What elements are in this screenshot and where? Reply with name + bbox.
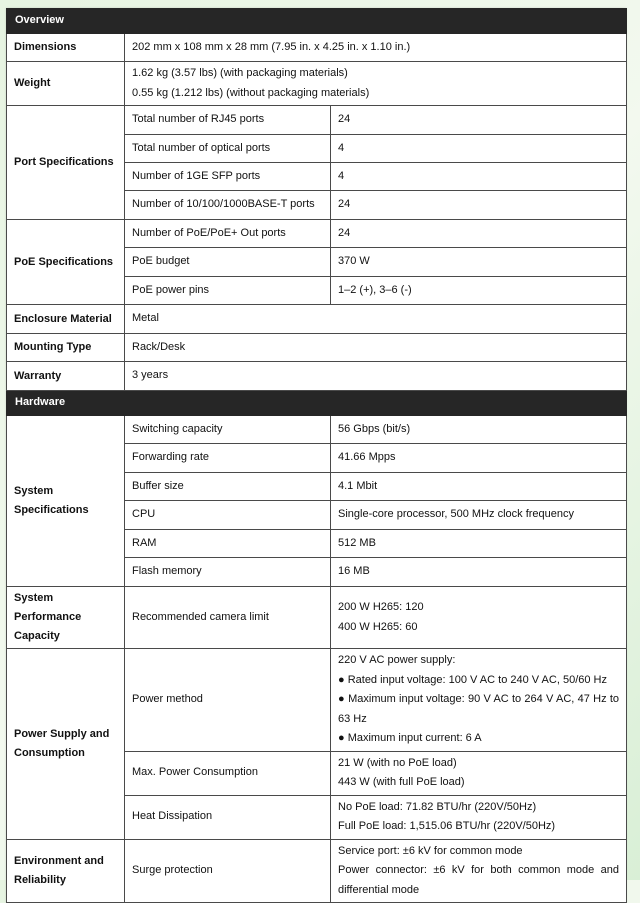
spec-subname: Heat Dissipation [125, 795, 331, 839]
spec-row-camera-limit [7, 587, 627, 649]
spec-subname: Total number of optical ports [125, 135, 331, 163]
spec-subname: Forwarding rate [125, 444, 331, 473]
spec-subname: CPU [125, 501, 331, 530]
spec-value: 4 [331, 163, 627, 191]
spec-value: 202 mm x 108 mm x 28 mm (7.95 in. x 4.25 in. x 1.10 in.) [125, 34, 627, 62]
spec-row-poe-ports [7, 220, 627, 248]
spec-value: 21 W (with no PoE load) 443 W (with full PoE load) [331, 751, 627, 795]
spec-label: Mounting Type [7, 334, 125, 362]
spec-subname: Number of 10/100/1000BASE-T ports [125, 191, 331, 220]
spec-row-power-method [7, 649, 627, 752]
spec-subname: Surge protection [125, 839, 331, 903]
spec-label: System Performance Capacity [7, 587, 125, 649]
spec-value: No PoE load: 71.82 BTU/hr (220V/50Hz) Full PoE load: 1,515.06 BTU/hr (220V/50Hz) [331, 795, 627, 839]
spec-sheet [6, 8, 626, 903]
spec-subname: Total number of RJ45 ports [125, 106, 331, 135]
spec-value: 370 W [331, 248, 627, 277]
spec-subname: PoE budget [125, 248, 331, 277]
spec-label: PoE Specifications [7, 220, 125, 305]
spec-subname: Max. Power Consumption [125, 751, 331, 795]
spec-subname: Power method [125, 649, 331, 752]
spec-value: Single-core processor, 500 MHz clock frequency [331, 501, 627, 530]
spec-row-surge [7, 839, 627, 903]
section-title: Overview [7, 9, 627, 34]
spec-value: 220 V AC power supply: ● Rated input voltage: 100 V AC to 240 V AC, 50/60 Hz ● Maximum input voltage: 90 V AC to 264 V AC, 47 Hz to 63 Hz ● Maximum input current: 6 A [331, 649, 627, 752]
spec-subname: Number of 1GE SFP ports [125, 163, 331, 191]
spec-value: Metal [125, 305, 627, 334]
spec-value: 1–2 (+), 3–6 (-) [331, 277, 627, 305]
spec-value: 56 Gbps (bit/s) [331, 416, 627, 444]
spec-value: 512 MB [331, 530, 627, 558]
spec-value: Rack/Desk [125, 334, 627, 362]
spec-row-switching [7, 416, 627, 444]
section-header-hardware [7, 391, 627, 416]
spec-label: Warranty [7, 362, 125, 391]
spec-value: 1.62 kg (3.57 lbs) (with packaging materials) 0.55 kg (1.212 lbs) (without packaging materials) [125, 62, 627, 106]
spec-value: 200 W H265: 120 400 W H265: 60 [331, 587, 627, 649]
spec-label: Weight [7, 62, 125, 106]
spec-subname: Switching capacity [125, 416, 331, 444]
spec-subname: Number of PoE/PoE+ Out ports [125, 220, 331, 248]
spec-row-enclosure [7, 305, 627, 334]
spec-row-mounting [7, 334, 627, 362]
spec-subname: PoE power pins [125, 277, 331, 305]
spec-value: 24 [331, 191, 627, 220]
spec-label: Port Specifications [7, 106, 125, 220]
spec-table [6, 8, 627, 903]
spec-label: Enclosure Material [7, 305, 125, 334]
spec-subname: Recommended camera limit [125, 587, 331, 649]
spec-label: Power Supply and Consumption [7, 649, 125, 840]
spec-row-weight [7, 62, 627, 106]
spec-subname: Flash memory [125, 558, 331, 587]
spec-value: 4 [331, 135, 627, 163]
spec-value: 24 [331, 106, 627, 135]
section-header-overview [7, 9, 627, 34]
spec-row-warranty [7, 362, 627, 391]
spec-value: 24 [331, 220, 627, 248]
spec-value: 41.66 Mpps [331, 444, 627, 473]
section-title: Hardware [7, 391, 627, 416]
spec-value: Service port: ±6 kV for common mode Power connector: ±6 kV for both common mode and differential mode [331, 839, 627, 903]
spec-value: 16 MB [331, 558, 627, 587]
spec-label: Environment and Reliability [7, 839, 125, 903]
spec-row-dimensions [7, 34, 627, 62]
spec-subname: Buffer size [125, 473, 331, 501]
spec-label: System Specifications [7, 416, 125, 587]
spec-value: 3 years [125, 362, 627, 391]
spec-subname: RAM [125, 530, 331, 558]
spec-label: Dimensions [7, 34, 125, 62]
spec-value: 4.1 Mbit [331, 473, 627, 501]
spec-row-port-rj45 [7, 106, 627, 135]
